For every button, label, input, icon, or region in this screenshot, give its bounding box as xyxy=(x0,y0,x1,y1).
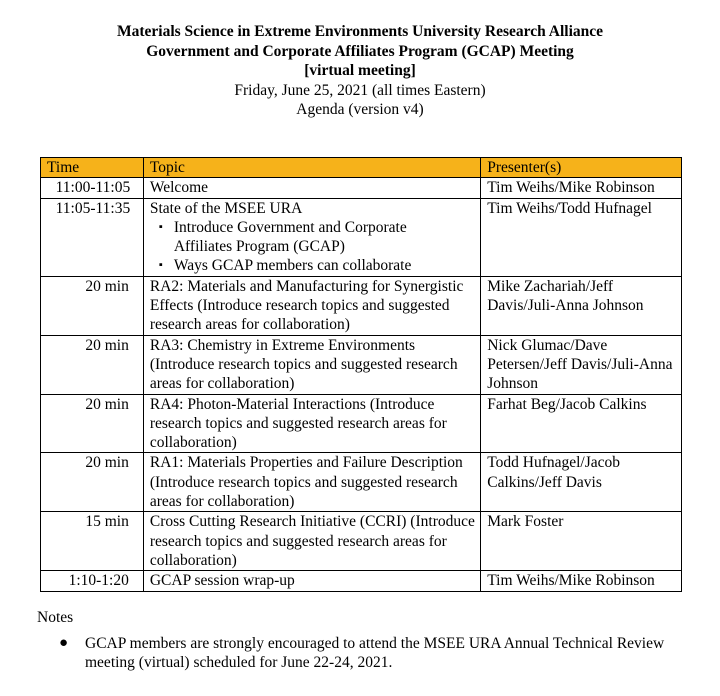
row-topic: RA4: Photon-Material Interactions (Introduce research topics and suggested research areas for collaboration) xyxy=(143,394,480,453)
meeting-date: Friday, June 25, 2021 (all times Eastern) xyxy=(234,81,486,99)
notes-section xyxy=(37,608,677,673)
row-topic: GCAP session wrap-up xyxy=(143,571,480,591)
row-topic-title: State of the MSEE URA xyxy=(149,199,303,217)
row-time: 20 min xyxy=(41,453,144,512)
table-row xyxy=(41,453,682,512)
table-row xyxy=(41,571,682,591)
agenda-table xyxy=(40,157,682,592)
row-presenter: Mark Foster xyxy=(481,512,682,571)
column-header-presenter: Presenter(s) xyxy=(481,158,682,178)
row-time: 1:10-1:20 xyxy=(41,571,144,591)
title-line-2: Government and Corporate Affiliates Program (GCAP) Meeting xyxy=(146,42,574,60)
row-time: 20 min xyxy=(41,276,144,335)
notes-list xyxy=(37,634,677,673)
table-row xyxy=(41,198,682,276)
table-header-row xyxy=(41,158,682,178)
row-presenter: Farhat Beg/Jacob Calkins xyxy=(481,394,682,453)
topic-bullet-list xyxy=(150,218,476,276)
title-line-1: Materials Science in Extreme Environments University Research Alliance xyxy=(116,23,604,40)
title-line-3: [virtual meeting] xyxy=(304,62,416,79)
row-presenter: Mike Zachariah/Jeff Davis/Juli-Anna Johnson xyxy=(481,276,682,335)
row-topic: Cross Cutting Research Initiative (CCRI) (Introduce research topics and suggested research areas for collaboration) xyxy=(143,512,480,571)
agenda-version: Agenda (version v4) xyxy=(296,101,424,118)
row-presenter: Tim Weihs/Mike Robinson xyxy=(481,571,682,591)
document-header xyxy=(0,22,720,120)
row-time: 20 min xyxy=(41,335,144,394)
row-topic xyxy=(143,198,480,276)
row-time: 15 min xyxy=(41,512,144,571)
column-header-time: Time xyxy=(41,158,144,178)
row-topic: Welcome xyxy=(143,178,480,198)
row-presenter: Tim Weihs/Mike Robinson xyxy=(481,178,682,198)
row-topic: RA3: Chemistry in Extreme Environments (Introduce research topics and suggested research areas for collaboration) xyxy=(143,335,480,394)
notes-title: Notes xyxy=(37,609,74,626)
square-bullet-icon: ▪ xyxy=(158,259,163,272)
row-time: 20 min xyxy=(41,394,144,453)
bullet-icon: ● xyxy=(59,634,69,651)
row-time: 11:00-11:05 xyxy=(41,178,144,198)
square-bullet-icon: ▪ xyxy=(158,220,163,233)
row-topic: RA2: Materials and Manufacturing for Synergistic Effects (Introduce research topics and suggested research areas for collaboration) xyxy=(143,276,480,335)
table-row xyxy=(41,178,682,198)
row-presenter: Tim Weihs/Todd Hufnagel xyxy=(481,198,682,276)
row-topic: RA1: Materials Properties and Failure Description (Introduce research topics and suggested research areas for collaboration) xyxy=(143,453,480,512)
table-row xyxy=(41,335,682,394)
table-row xyxy=(41,276,682,335)
list-item: ▪ Introduce Government and Corporate Affiliates Program (GCAP) xyxy=(158,218,407,256)
row-presenter: Todd Hufnagel/Jacob Calkins/Jeff Davis xyxy=(481,453,682,512)
row-presenter: Nick Glumac/Dave Petersen/Jeff Davis/Juli-Anna Johnson xyxy=(481,335,682,394)
row-time: 11:05-11:35 xyxy=(41,198,144,276)
list-item: ● GCAP members are strongly encouraged to attend the MSEE URA Annual Technical Review meeting (virtual) scheduled for June 22-24, 2021. xyxy=(59,634,665,671)
table-row xyxy=(41,394,682,453)
list-item: ▪ Ways GCAP members can collaborate xyxy=(158,257,412,275)
table-row xyxy=(41,512,682,571)
column-header-topic: Topic xyxy=(143,158,480,178)
